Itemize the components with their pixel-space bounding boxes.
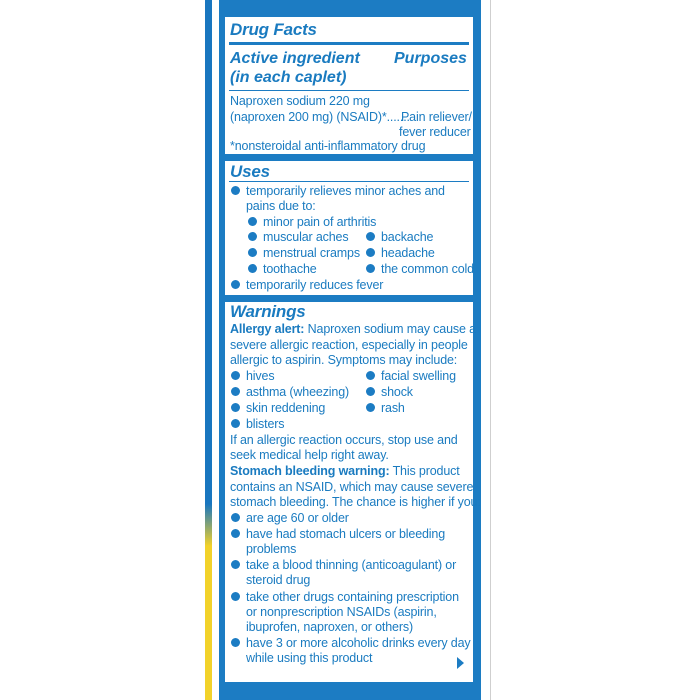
active-ingredient-heading: Active ingredient bbox=[230, 50, 360, 67]
allergic-reaction-line: seek medical help right away. bbox=[230, 448, 389, 462]
package-edge-strip bbox=[205, 0, 212, 700]
purpose-line: fever reducer bbox=[399, 125, 471, 139]
ingredient-line: (naproxen 200 mg) (NSAID)*....... bbox=[230, 110, 410, 124]
symptom-item: hives bbox=[246, 369, 275, 383]
bullet-dot-icon bbox=[366, 232, 375, 241]
bullet-dot-icon bbox=[366, 387, 375, 396]
risk-item: while using this product bbox=[246, 651, 373, 665]
allergy-alert-line: allergic to aspirin. Symptoms may include: bbox=[230, 353, 458, 367]
bullet-dot-icon bbox=[231, 513, 240, 522]
bullet-dot-icon bbox=[231, 560, 240, 569]
symptom-item: rash bbox=[381, 401, 405, 415]
bullet-dot-icon bbox=[231, 371, 240, 380]
stomach-warning-line bbox=[230, 464, 460, 478]
uses-subitem: toothache bbox=[263, 262, 317, 276]
symptom-item: facial swelling bbox=[381, 369, 456, 383]
allergy-alert-label: Allergy alert: bbox=[230, 322, 305, 336]
symptom-item: asthma (wheezing) bbox=[246, 385, 350, 399]
uses-item: temporarily relieves minor aches and bbox=[246, 184, 445, 198]
bullet-dot-icon bbox=[231, 529, 240, 538]
package-right-edge bbox=[490, 0, 491, 700]
risk-item: have had stomach ulcers or bleeding bbox=[246, 527, 446, 541]
risk-item: or nonprescription NSAIDs (aspirin, bbox=[246, 605, 437, 619]
risk-item: take a blood thinning (anticoagulant) or bbox=[246, 558, 457, 572]
title-rule bbox=[229, 42, 469, 45]
uses-subitem: headache bbox=[381, 246, 435, 260]
continue-arrow-icon bbox=[457, 657, 464, 669]
bullet-dot-icon bbox=[231, 186, 240, 195]
bullet-dot-icon bbox=[248, 217, 257, 226]
uses-item: pains due to: bbox=[246, 199, 316, 213]
stomach-warning-line: contains an NSAID, which may cause severe bbox=[230, 480, 474, 494]
ingredient-footnote: *nonsteroidal anti-inflammatory drug bbox=[230, 139, 426, 153]
uses-rule bbox=[229, 181, 469, 182]
stomach-warning-label: Stomach bleeding warning: bbox=[230, 464, 390, 478]
bullet-dot-icon bbox=[231, 419, 240, 428]
bullet-dot-icon bbox=[248, 248, 257, 257]
bullet-dot-icon bbox=[366, 403, 375, 412]
purposes-heading: Purposes bbox=[394, 50, 467, 67]
bullet-dot-icon bbox=[231, 592, 240, 601]
risk-item: ibuprofen, naproxen, or others) bbox=[246, 620, 413, 634]
stomach-warning-text: This product bbox=[389, 464, 460, 478]
warnings-heading: Warnings bbox=[230, 302, 306, 321]
symptom-item: shock bbox=[381, 385, 413, 399]
bullet-dot-icon bbox=[248, 232, 257, 241]
allergic-reaction-line: If an allergic reaction occurs, stop use and bbox=[230, 433, 458, 447]
active-ingredient-subheading: (in each caplet) bbox=[230, 69, 347, 86]
uses-heading: Uses bbox=[230, 162, 270, 181]
risk-item: are age 60 or older bbox=[246, 511, 349, 525]
bullet-dot-icon bbox=[366, 264, 375, 273]
uses-subitem: backache bbox=[381, 230, 434, 244]
risk-item: problems bbox=[246, 542, 297, 556]
uses-subitem: the common cold bbox=[381, 262, 474, 276]
uses-subitem: minor pain of arthritis bbox=[263, 215, 377, 229]
uses-item: temporarily reduces fever bbox=[246, 278, 384, 292]
purpose-line: Pain reliever/ bbox=[401, 110, 472, 124]
allergy-alert-text: Naproxen sodium may cause a bbox=[304, 322, 476, 336]
ingredient-line: Naproxen sodium 220 mg bbox=[230, 94, 370, 108]
bullet-dot-icon bbox=[231, 638, 240, 647]
risk-item: take other drugs containing prescription bbox=[246, 590, 459, 604]
bullet-dot-icon bbox=[248, 264, 257, 273]
uses-subitem: menstrual cramps bbox=[263, 246, 360, 260]
bullet-dot-icon bbox=[231, 280, 240, 289]
bullet-dot-icon bbox=[366, 371, 375, 380]
stomach-warning-line: stomach bleeding. The chance is higher if you: bbox=[230, 495, 481, 509]
bullet-dot-icon bbox=[231, 403, 240, 412]
allergy-alert-line bbox=[230, 322, 476, 336]
risk-item: steroid drug bbox=[246, 573, 311, 587]
allergy-alert-line: severe allergic reaction, especially in people bbox=[230, 338, 468, 352]
ingredient-rule bbox=[229, 90, 469, 91]
symptom-item: skin reddening bbox=[246, 401, 326, 415]
risk-item: have 3 or more alcoholic drinks every day bbox=[246, 636, 471, 650]
symptom-item: blisters bbox=[246, 417, 285, 431]
bullet-dot-icon bbox=[231, 387, 240, 396]
bullet-dot-icon bbox=[366, 248, 375, 257]
uses-subitem: muscular aches bbox=[263, 230, 349, 244]
drug-facts-title: Drug Facts bbox=[230, 20, 317, 39]
